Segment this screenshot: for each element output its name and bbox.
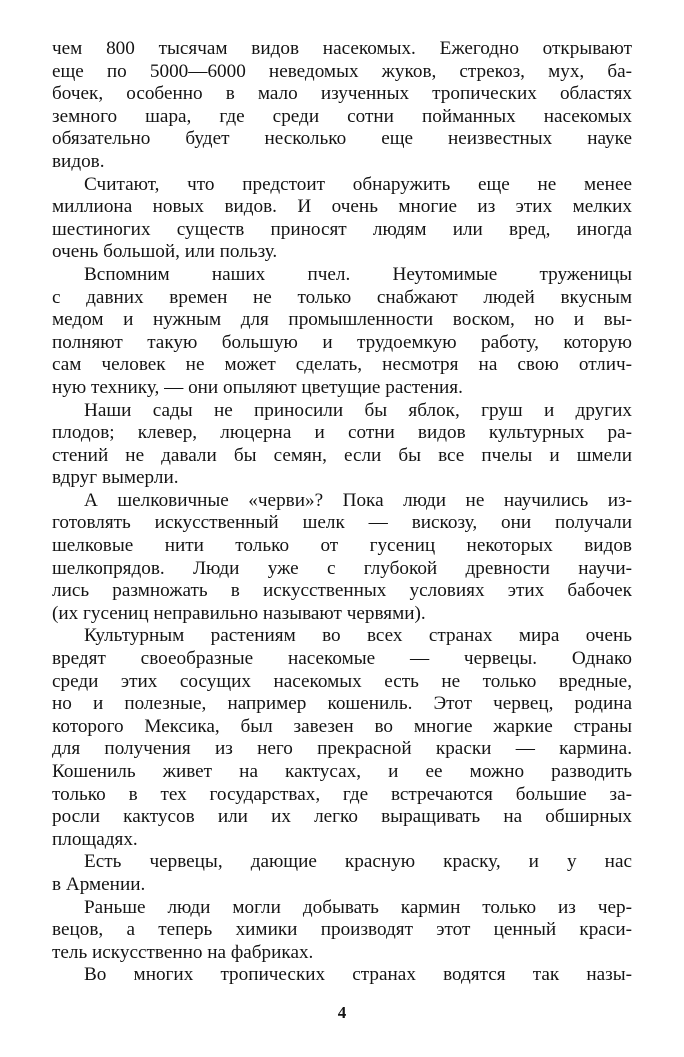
text-line: Есть червецы, дающие красную краску, и у нас — [84, 851, 632, 873]
text-line: видов. — [52, 150, 105, 172]
text-line: Считают, что предстоит обнаружить еще не менее — [84, 173, 632, 195]
text-line: шестиногих существ приносят людям или вред, иногда — [52, 218, 632, 240]
text-line: обязательно будет несколько еще неизвестных науке — [52, 128, 632, 150]
text-line: вецов, а теперь химики производят этот ценный краси- — [52, 919, 632, 941]
text-line: вредят своеобразные насекомые — червецы. Однако — [52, 648, 632, 670]
text-line: готовлять искусственный шелк — вискозу, они получали — [52, 512, 632, 534]
text-line: вдруг вымерли. — [52, 467, 179, 489]
text-line: миллиона новых видов. И очень многие из этих мелких — [52, 196, 632, 218]
text-line: среди этих сосущих насекомых есть не только вредные, — [52, 670, 632, 692]
text-line: медом и нужным для промышленности воском, но и вы- — [52, 309, 632, 331]
text-line: но и полезные, например кошениль. Этот червец, родина — [52, 693, 632, 715]
text-line: Во многих тропических странах водятся так назы- — [84, 964, 632, 986]
text-line: которого Мексика, был завезен во многие жаркие страны — [52, 715, 632, 737]
paragraph-2 — [52, 174, 632, 264]
text-line: чем 800 тысячам видов насекомых. Ежегодно открывают — [52, 38, 632, 59]
text-line: плодов; клевер, люцерна и сотни видов культурных ра- — [52, 422, 632, 444]
text-line: для получения из него прекрасной краски — кармина. — [52, 738, 632, 760]
text-line: росли кактусов или их легко выращивать на обширных — [52, 806, 632, 828]
text-line: только в тех государствах, где встречаются большие за- — [52, 783, 632, 805]
paragraph-5 — [52, 490, 632, 626]
text-line: земного шара, где среди сотни пойманных насекомых — [52, 105, 632, 127]
text-line: шелкопрядов. Люди уже с глубокой древности научи- — [52, 557, 632, 579]
text-line: (их гусениц неправильно называют червями). — [52, 602, 426, 624]
text-line: шелковые нити только от гусениц некоторых видов — [52, 535, 632, 557]
text-line: стений не давали бы семян, если бы все пчелы и шмели — [52, 444, 632, 466]
text-line: лись размножать в искусственных условиях этих бабочек — [52, 580, 632, 602]
text-line: Кошениль живет на кактусах, и ее можно разводить — [52, 761, 632, 782]
paragraph-3 — [52, 264, 632, 400]
paragraph-6 — [52, 625, 632, 851]
text-line: очень большой, или пользу. — [52, 241, 278, 263]
text-line: А шелковичные «черви»? Пока люди не научились из- — [84, 489, 632, 511]
text-line: в Армении. — [52, 873, 146, 895]
text-line: площадях. — [52, 828, 138, 850]
paragraph-9 — [52, 964, 632, 987]
text-line: Наши сады не приносили бы яблок, груш и других — [84, 399, 632, 421]
text-line: тель искусственно на фабриках. — [52, 941, 314, 963]
text-line: полняют такую большую и трудоемкую работу, которую — [52, 331, 632, 353]
paragraph-4 — [52, 400, 632, 490]
paragraph-1 — [52, 38, 632, 174]
page-text — [52, 38, 632, 987]
text-line: Культурным растениям во всех странах мира очень — [84, 625, 632, 647]
text-line: Вспомним наших пчел. Неутомимые труженицы — [84, 263, 632, 285]
text-line: сам человек не может сделать, несмотря на свою отлич- — [52, 354, 632, 376]
text-line: бочек, особенно в мало изученных тропических областях — [52, 83, 632, 105]
text-line: с давних времен не только снабжают людей вкусным — [52, 286, 632, 308]
page-number: 4 — [337, 1003, 347, 1022]
paragraph-7 — [52, 851, 632, 896]
text-line: еще по 5000—6000 неведомых жуков, стрекоз, мух, ба- — [52, 60, 632, 82]
paragraph-8 — [52, 897, 632, 965]
text-line: Раньше люди могли добывать кармин только из чер- — [84, 896, 632, 918]
text-line: ную технику, — они опыляют цветущие растения. — [52, 376, 463, 398]
